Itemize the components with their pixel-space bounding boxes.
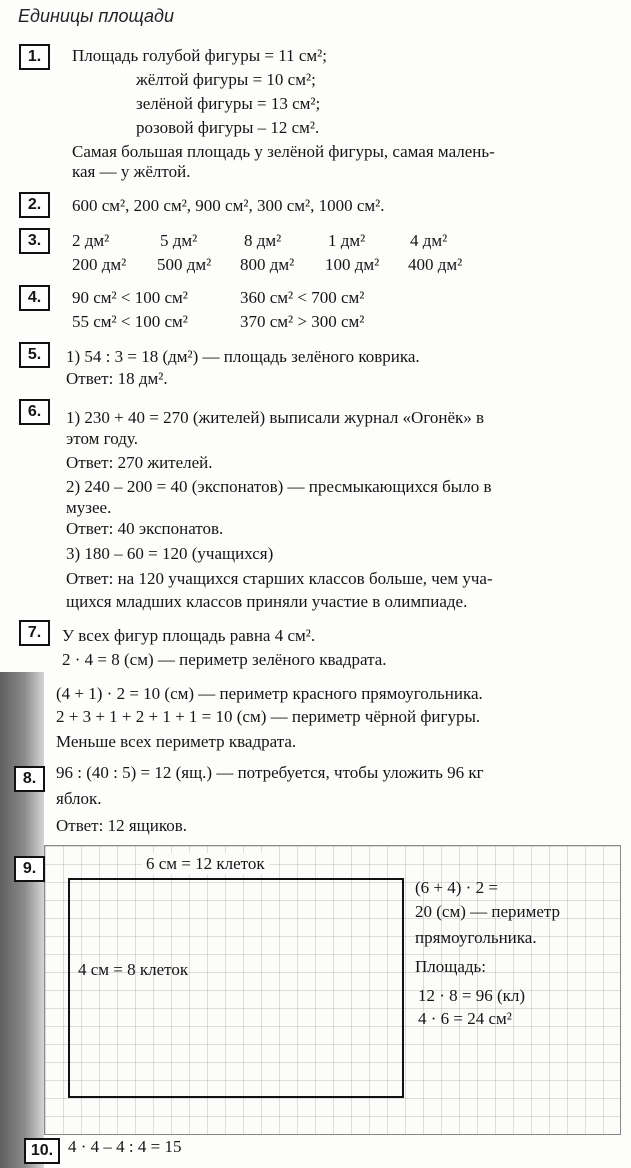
task9-line2: 20 (см) — периметр (415, 902, 561, 921)
task3-r1c2: 5 дм² (160, 231, 198, 250)
rect-side-label: 4 см = 8 клеток (78, 960, 189, 979)
task1-line5: Самая большая площадь у зелёной фигуры, самая малень- (72, 142, 495, 161)
task3-r2c5: 400 дм² (408, 255, 463, 274)
task8-line2: яблок. (56, 789, 102, 808)
task6-line5: музее. (66, 498, 112, 517)
task1-line6: кая — у жёлтой. (72, 162, 191, 181)
task9-line6: 4 · 6 = 24 см² (418, 1009, 512, 1028)
task7-line3: (4 + 1) · 2 = 10 (см) — периметр красного прямоугольника. (56, 684, 483, 703)
task6-line1: 1) 230 + 40 = 270 (жителей) выписали журнал «Огонёк» в (66, 408, 485, 427)
task6-line3: Ответ: 270 жителей. (66, 453, 213, 472)
rectangle-drawing (68, 878, 404, 1098)
page-edge-shadow (0, 672, 44, 1168)
task9-line4: Площадь: (415, 957, 487, 976)
task9-line3: прямоугольника. (415, 928, 537, 947)
task6-line4: 2) 240 – 200 = 40 (экспонатов) — пресмыкающихся было в (66, 477, 492, 496)
task4-a: 90 см² < 100 см² (72, 288, 188, 307)
task-number-5: 5. (19, 342, 50, 368)
task3-r1c4: 1 дм² (328, 231, 366, 250)
task-number-2: 2. (19, 192, 50, 218)
task5-line2: Ответ: 18 дм². (66, 369, 168, 388)
task-number-1: 1. (19, 44, 50, 70)
task-number-6: 6. (19, 399, 50, 425)
task3-r2c4: 100 дм² (325, 255, 380, 274)
task-number-4: 4. (19, 285, 50, 311)
task9-line1: (6 + 4) · 2 = (415, 878, 498, 897)
task-number-8: 8. (14, 766, 45, 792)
task1-line3: зелёной фигуры = 13 см²; (136, 94, 321, 113)
task6-line7: 3) 180 – 60 = 120 (учащихся) (66, 544, 274, 563)
task8-line3: Ответ: 12 ящиков. (56, 816, 188, 835)
task7-line2: 2 · 4 = 8 (см) — периметр зелёного квадрата. (62, 650, 387, 669)
task10-line1: 4 · 4 – 4 : 4 = 15 (68, 1137, 182, 1156)
task8-line1: 96 : (40 : 5) = 12 (ящ.) — потребуется, чтобы уложить 96 кг (56, 763, 484, 782)
task7-line5: Меньше всех периметр квадрата. (56, 732, 297, 751)
task3-r2c3: 800 дм² (240, 255, 295, 274)
task3-r1c1: 2 дм² (72, 231, 110, 250)
task-number-7: 7. (19, 620, 50, 646)
task3-r1c5: 4 дм² (410, 231, 448, 250)
task6-line9: щихся младших классов приняли участие в олимпиаде. (66, 592, 468, 611)
task9-line5: 12 · 8 = 96 (кл) (418, 986, 526, 1005)
page-title: Единицы площади (18, 6, 174, 26)
task6-line2: этом году. (66, 429, 138, 448)
task6-line6: Ответ: 40 экспонатов. (66, 519, 224, 538)
task1-line2: жёлтой фигуры = 10 см²; (136, 70, 316, 89)
task3-r2c2: 500 дм² (157, 255, 212, 274)
task3-r1c3: 8 дм² (244, 231, 282, 250)
task3-r2c1: 200 дм² (72, 255, 127, 274)
task-number-3: 3. (19, 228, 50, 254)
task7-line1: У всех фигур площадь равна 4 см². (62, 626, 316, 645)
task6-line8: Ответ: на 120 учащихся старших классов больше, чем уча- (66, 569, 493, 588)
task4-c: 55 см² < 100 см² (72, 312, 188, 331)
task5-line1: 1) 54 : 3 = 18 (дм²) — площадь зелёного коврика. (66, 347, 420, 366)
task4-b: 360 см² < 700 см² (240, 288, 365, 307)
task7-line4: 2 + 3 + 1 + 2 + 1 + 1 = 10 (см) — периметр чёрной фигуры. (56, 707, 481, 726)
task2-line1: 600 см², 200 см², 900 см², 300 см², 1000 см². (72, 196, 385, 215)
rect-top-label: 6 см = 12 клеток (142, 853, 269, 875)
task1-line1: Площадь голубой фигуры = 11 см²; (72, 46, 327, 65)
task1-line4: розовой фигуры – 12 см². (136, 118, 320, 137)
task4-d: 370 см² > 300 см² (240, 312, 365, 331)
task-number-9: 9. (14, 856, 45, 882)
task-number-10: 10. (24, 1138, 60, 1164)
